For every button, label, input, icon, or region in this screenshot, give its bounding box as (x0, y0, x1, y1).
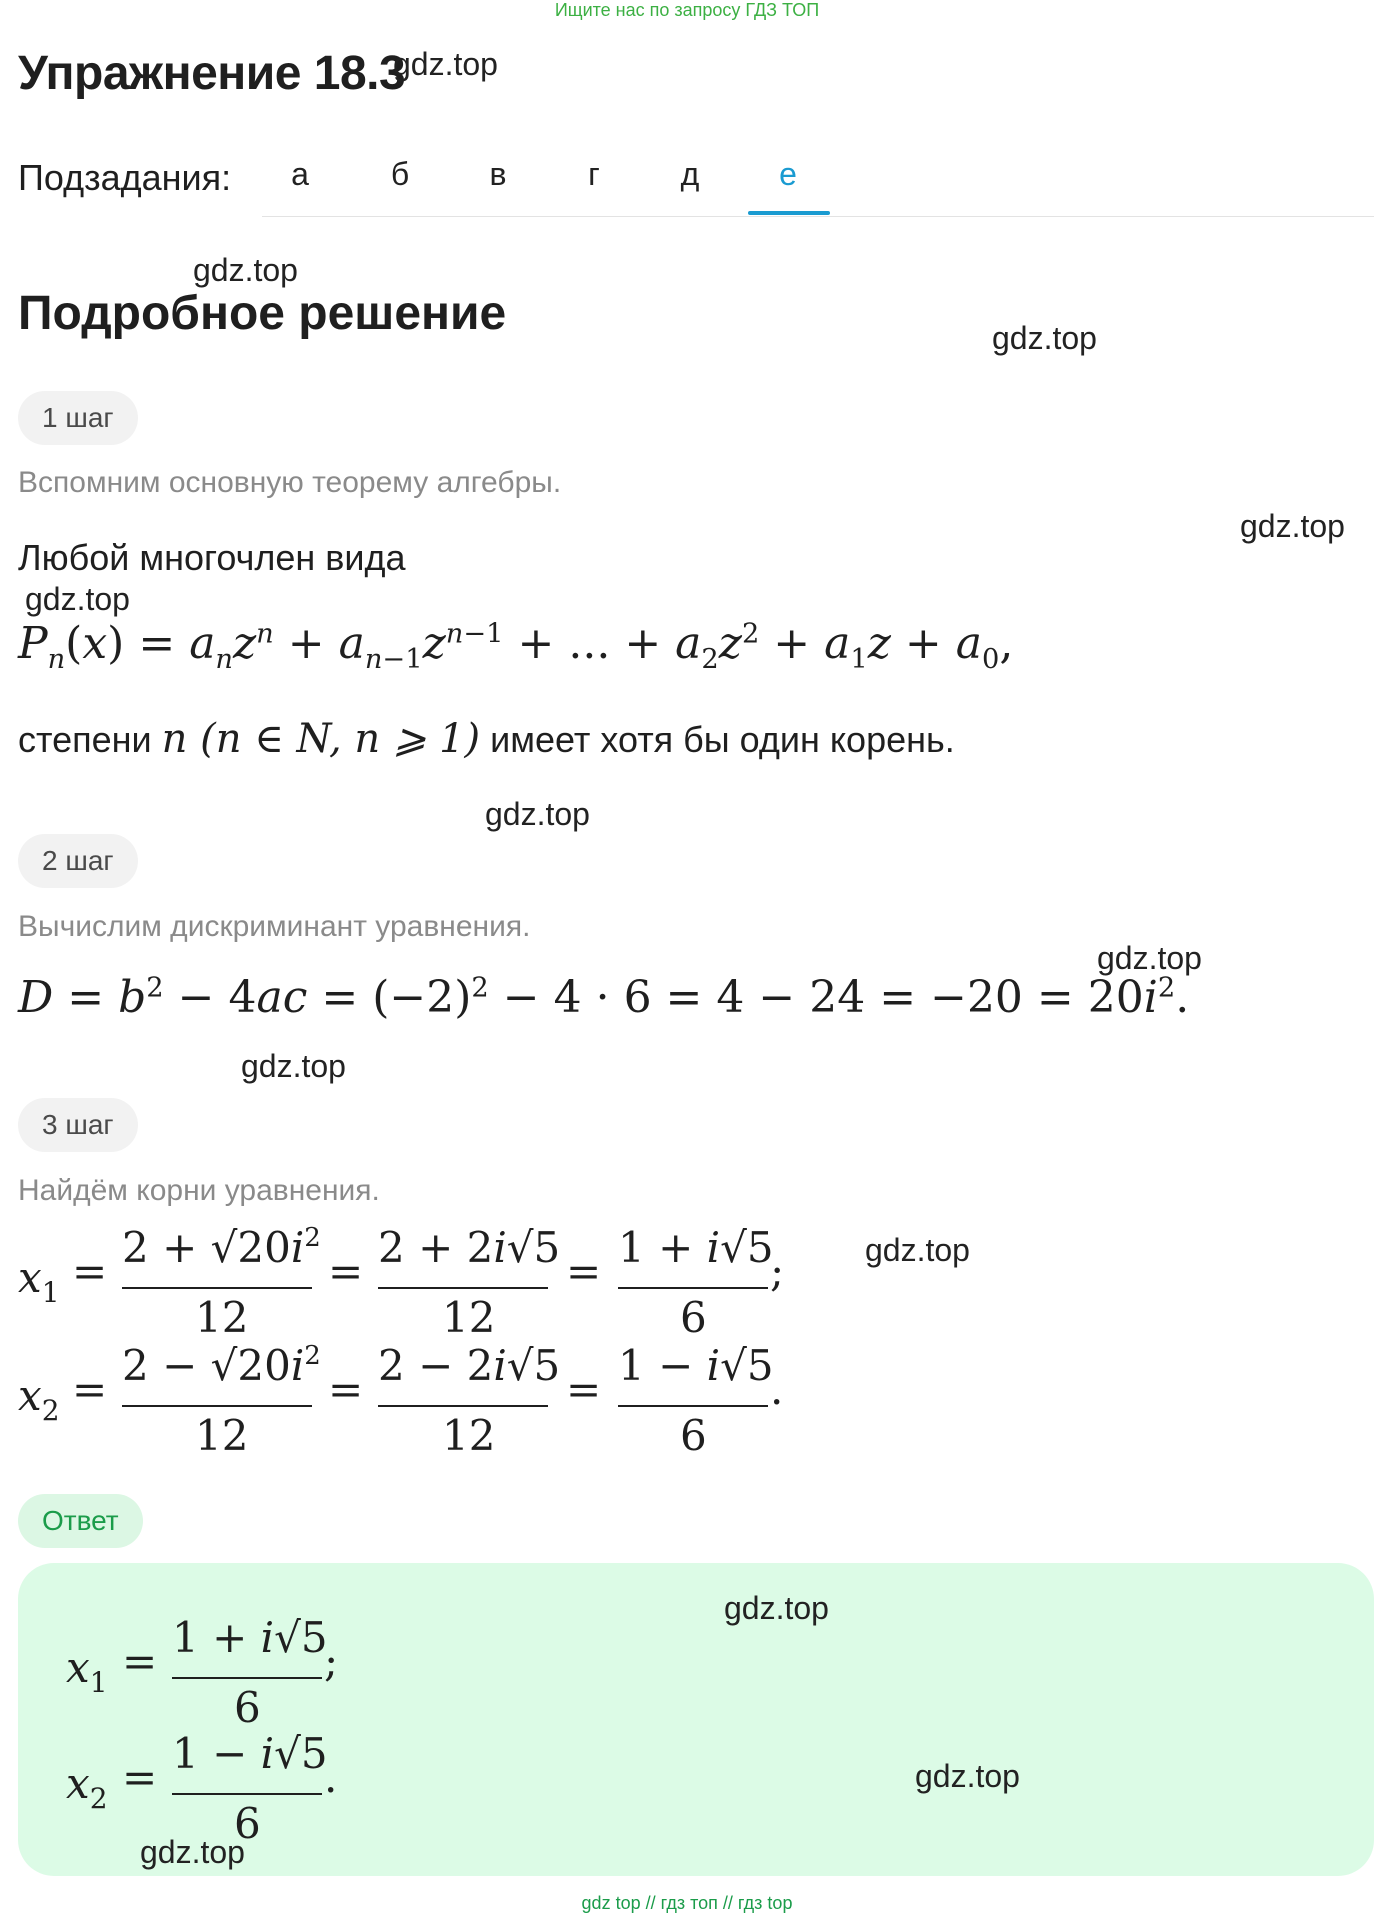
x2-frac3-num: 1 − i√5 (618, 1341, 774, 1390)
tab-g[interactable]: г (588, 156, 600, 192)
step-1-tail-before: степени (18, 719, 152, 760)
watermark: gdz.top (724, 1590, 829, 1626)
answer-formula (40, 1600, 360, 1840)
equals-sign: = (566, 1365, 602, 1414)
tab-e-active[interactable]: е (779, 156, 797, 192)
tab-b[interactable]: б (390, 156, 410, 192)
answer-x1-den: 6 (234, 1683, 261, 1732)
tab-a[interactable]: а (291, 156, 309, 192)
equals-sign: = (328, 1365, 364, 1414)
page-title: Упражнение 18.3 (18, 47, 406, 100)
equals-sign: = (122, 1637, 158, 1686)
step-2-lead: Вычислим дискриминант уравнения. (18, 910, 531, 943)
equals-sign: = (122, 1753, 158, 1802)
x2-symbol: $x_2$ (18, 1371, 60, 1427)
x1-frac1-den: 12 (195, 1293, 249, 1342)
polynomial-formula: $P_n(x) = a_nz^n + a_{n-1}z^{n-1}$ + ... + $a_2z^2 + a_1z + a_0$, (18, 618, 1014, 675)
step-1-badge: 1 шаг (18, 391, 138, 445)
discriminant-formula: $D = b^2 - 4ac = (-2)^2 - 4 \cdot 6 = 4 - 24 = -20 = 20i^2$. (18, 972, 1190, 1023)
period: . (324, 1753, 338, 1802)
period: . (770, 1365, 784, 1414)
degree-condition: n (n ∈ N, n ⩾ 1) (161, 716, 481, 762)
x2-frac3-den: 6 (680, 1411, 707, 1460)
watermark: gdz.top (393, 46, 498, 82)
top-banner: Ищите нас по запросу ГДЗ ТОП (554, 0, 820, 20)
subtasks-label: Подзадания: (18, 157, 232, 198)
watermark: gdz.top (1240, 508, 1345, 544)
tab-v[interactable]: в (489, 156, 507, 192)
equals-sign: = (328, 1247, 364, 1296)
watermark: gdz.top (485, 796, 590, 832)
step-1-tail-after: имеет хотя бы один корень. (490, 719, 955, 760)
watermark: gdz.top (193, 252, 298, 288)
watermark: gdz.top (25, 581, 130, 617)
watermark: gdz.top (1097, 940, 1202, 976)
tab-d[interactable]: д (680, 156, 700, 192)
active-tab-indicator (748, 211, 830, 215)
x1-frac2-num: 2 + 2i√5 (378, 1223, 561, 1272)
answer-x1-symbol: $x_1$ (66, 1643, 108, 1699)
x2-frac2-num: 2 − 2i√5 (378, 1341, 561, 1390)
x1-frac3-num: 1 + i√5 (618, 1223, 774, 1272)
x2-frac1-num: $2 - √20i^2$ (122, 1341, 321, 1390)
equals-sign: = (72, 1247, 108, 1296)
x1-symbol: $x_1$ (18, 1253, 60, 1309)
watermark: gdz.top (140, 1834, 245, 1870)
watermark: gdz.top (241, 1048, 346, 1084)
watermark: gdz.top (865, 1232, 970, 1268)
equals-sign: = (566, 1247, 602, 1296)
answer-x2-symbol: $x_2$ (66, 1759, 108, 1815)
step-1-text: Любой многочлен вида (18, 537, 406, 578)
answer-x1-num: 1 + i√5 (172, 1613, 328, 1662)
x1-frac1-num: $2 + √20i^2$ (122, 1223, 321, 1272)
solution-title: Подробное решение (18, 287, 507, 340)
x2-frac2-den: 12 (442, 1411, 496, 1460)
step-3-lead: Найдём корни уравнения. (18, 1174, 380, 1207)
roots-formula (0, 1220, 820, 1470)
step-1-conclusion (18, 716, 955, 762)
answer-x2-num: 1 − i√5 (172, 1729, 328, 1778)
step-2-badge: 2 шаг (18, 834, 138, 888)
semicolon: ; (770, 1247, 785, 1296)
x1-frac3-den: 6 (680, 1293, 707, 1342)
subtasks-tabs (262, 150, 1374, 217)
watermark: gdz.top (915, 1758, 1020, 1794)
step-1-lead: Вспомним основную теорему алгебры. (18, 466, 562, 499)
watermark: gdz.top (992, 320, 1097, 356)
step-3-badge: 3 шаг (18, 1098, 138, 1152)
semicolon: ; (324, 1637, 339, 1686)
x1-frac2-den: 12 (442, 1293, 496, 1342)
x2-frac1-den: 12 (195, 1411, 249, 1460)
footer-links[interactable]: gdz top // гдз топ // гдз top (581, 1893, 793, 1913)
answer-x2-den: 6 (234, 1799, 261, 1840)
answer-badge: Ответ (18, 1494, 143, 1548)
equals-sign: = (72, 1365, 108, 1414)
